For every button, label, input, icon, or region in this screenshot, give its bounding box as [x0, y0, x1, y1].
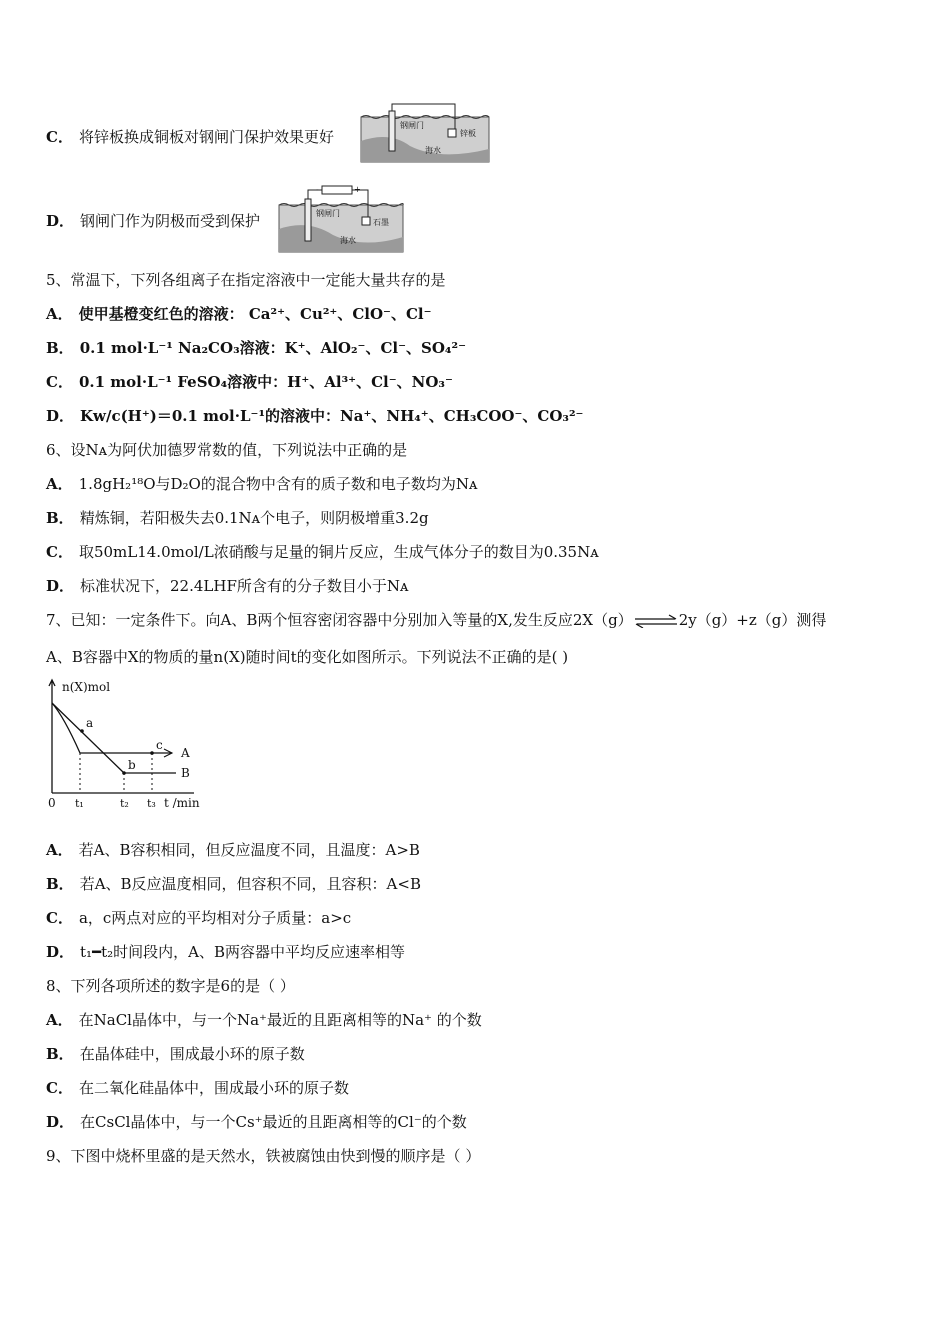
option-label: C． [46, 909, 73, 927]
q6-option-a [46, 474, 477, 494]
curve-a-label: A [181, 746, 190, 760]
plate-label: 锌板 [460, 129, 476, 138]
q7-option-a [46, 840, 420, 860]
y-axis-label: n(X)mol [62, 680, 111, 694]
option-text: 1.8gH₂¹⁸O与D₂O的混合物中含有的质子数和电子数均为Nᴀ [78, 475, 478, 493]
option-label: D． [46, 212, 75, 230]
origin-label: 0 [48, 796, 56, 809]
q7-option-c [46, 908, 351, 928]
q8-option-c [46, 1078, 349, 1098]
option-label: A． [46, 1011, 73, 1029]
water-label: 海水 [340, 236, 356, 245]
option-label: D． [46, 407, 75, 425]
q7-option-d [46, 942, 405, 962]
point-b [122, 771, 126, 775]
q6-option-d [46, 576, 408, 596]
gate-label: 钢闸门 [316, 209, 340, 218]
option-label: A． [46, 305, 73, 323]
q5-option-d [46, 406, 583, 426]
q5-stem: 5、常温下，下列各组离子在指定溶液中一定能大量共存的是 [46, 271, 446, 289]
option-text: 标准状况下，22.4LHF所含有的分子数目小于Nᴀ [80, 577, 409, 595]
option-text: Kw/c(H⁺)＝0.1 mol·L⁻¹的溶液中：Na⁺、NH₄⁺、CH₃COO⁻、CO₃²⁻ [80, 407, 584, 425]
q7-option-b [46, 874, 421, 894]
option-label: A． [46, 841, 73, 859]
minus-label: - [316, 185, 319, 194]
curve-b-label: B [181, 766, 190, 780]
sacrificial-anode-figure [360, 101, 490, 163]
q6-option-c [46, 542, 599, 562]
option-text: 0.1 mol·L⁻¹ FeSO₄溶液中：H⁺、Al³⁺、Cl⁻、NO₃⁻ [78, 373, 453, 391]
option-text: 精炼铜，若阳极失去0.1Nᴀ个电子，则阴极增重3.2g [79, 509, 429, 527]
option-label: C． [46, 1079, 73, 1097]
option-text: t₁━t₂时间段内，A、B两容器中平均反应速率相等 [80, 943, 405, 961]
option-text: 使甲基橙变红色的溶液： Ca²⁺、Cu²⁺、ClO⁻、Cl⁻ [78, 305, 432, 323]
q8-option-a [46, 1010, 482, 1030]
q5-option-c [46, 372, 453, 392]
option-label: C． [46, 128, 73, 146]
q7-stem-line2: A、B容器中X的物质的量n(X)随时间t的变化如图所示。下列说法不正确的是( ) [46, 648, 569, 666]
q5-option-a [46, 304, 432, 324]
point-c-label: c [156, 738, 163, 752]
option-text: 钢闸门作为阴极而受到保护 [80, 212, 261, 230]
q8-stem: 8、下列各项所述的数字是6的是（ ） [46, 977, 295, 995]
option-label: B． [46, 875, 74, 893]
gate-label: 钢闸门 [400, 121, 424, 130]
q5-option-b [46, 338, 466, 358]
option-label: D． [46, 577, 75, 595]
curve-b-segment [52, 703, 124, 773]
option-text: 若A、B容积相同，但反应温度不同，且温度：A>B [78, 841, 420, 859]
curve-a [52, 703, 172, 753]
q7-stem-part2: 2y（g）+z（g）测得 [678, 611, 827, 629]
option-label: B． [46, 1045, 74, 1063]
point-c [150, 751, 154, 755]
option-label: D． [46, 943, 75, 961]
q8-option-b [46, 1044, 305, 1064]
x-axis-label: t /min [164, 796, 200, 809]
option-text: a，c两点对应的平均相对分子质量：a>c [78, 909, 352, 927]
t2-label: t₂ [120, 797, 129, 809]
q6-option-b [46, 508, 429, 528]
option-label: B． [46, 509, 74, 527]
option-text: 在二氧化硅晶体中，围成最小环的原子数 [78, 1079, 349, 1097]
option-text: 将锌板换成铜板对钢闸门保护效果更好 [78, 128, 334, 146]
q9-stem: 9、下图中烧杯里盛的是天然水，铁被腐蚀由快到慢的顺序是（ ） [46, 1147, 481, 1165]
option-text: 在NaCl晶体中，与一个Na⁺最近的且距离相等的Na⁺ 的个数 [78, 1011, 482, 1029]
plate-label: 石墨 [373, 218, 389, 227]
t1-label: t₁ [75, 797, 84, 809]
option-text: 在晶体硅中，围成最小环的原子数 [79, 1045, 305, 1063]
nx-time-graph [44, 677, 204, 809]
q6-stem: 6、设Nᴀ为阿伏加德罗常数的值，下列说法中正确的是 [46, 441, 408, 459]
option-text: 取50mL14.0mol/L浓硝酸与足量的铜片反应，生成气体分子的数目为0.35Nᴀ [78, 543, 599, 561]
q4-option-d [46, 211, 260, 231]
option-label: C． [46, 373, 73, 391]
water-label: 海水 [425, 146, 441, 155]
plus-label: + [354, 185, 361, 194]
option-label: D． [46, 1113, 75, 1131]
option-label: C． [46, 543, 73, 561]
point-a-label: a [86, 716, 94, 730]
option-text: 在CsCl晶体中，与一个Cs⁺最近的且距离相等的Cl⁻的个数 [80, 1113, 467, 1131]
t3-label: t₃ [147, 797, 156, 809]
q4-option-c [46, 127, 334, 147]
point-a [80, 729, 84, 733]
q8-option-d [46, 1112, 467, 1132]
point-b-label: b [128, 758, 136, 772]
impressed-current-figure [278, 183, 404, 253]
option-label: A． [46, 475, 73, 493]
q7-stem-part1: 7、已知：一定条件下。向A、B两个恒容密闭容器中分别加入等量的X,发生反应2X（g） [46, 611, 633, 629]
equilibrium-arrow-icon [633, 614, 679, 628]
option-text: 0.1 mol·L⁻¹ Na₂CO₃溶液：K⁺、AlO₂⁻、Cl⁻、SO₄²⁻ [79, 339, 466, 357]
option-text: 若A、B反应温度相同，但容积不同，且容积：A<B [79, 875, 421, 893]
option-label: B． [46, 339, 74, 357]
q7-stem-line1 [46, 610, 826, 630]
